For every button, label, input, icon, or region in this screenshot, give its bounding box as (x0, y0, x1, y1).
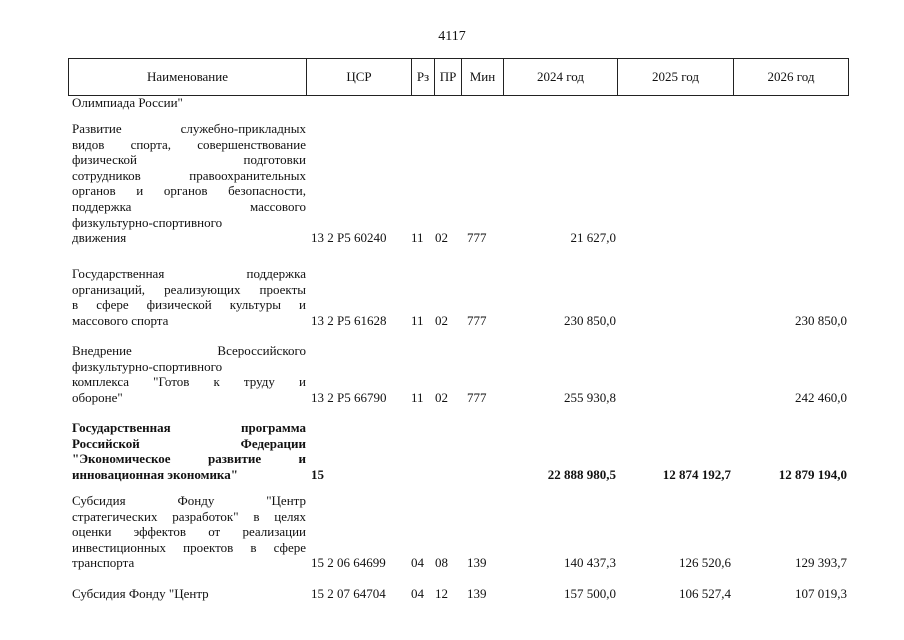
cell-min: 777 (467, 230, 487, 246)
row-name-line: инновационная экономика" (72, 466, 238, 482)
row-name-line: обороне" (72, 389, 123, 405)
row-name-line: организаций, реализующих проекты (72, 281, 306, 297)
cell-pr: 08 (435, 555, 448, 571)
row-name-line: поддержка массового (72, 198, 306, 214)
row-name (72, 95, 306, 111)
row-name-line: "Экономическое развитие и (72, 451, 306, 467)
cell-2024: 22 888 980,5 (547, 466, 616, 482)
row-name-line: физкультурно-спортивного (72, 358, 223, 374)
cell-2025: 106 527,4 (679, 586, 731, 601)
header-min: Мин (462, 59, 504, 95)
row-name-line: Субсидия Фонду "Центр (72, 586, 209, 601)
page-number: 4117 (438, 29, 466, 44)
cell-rz: 04 (411, 555, 424, 571)
row-name-line: Государственная поддержка (72, 266, 306, 281)
row-name-line: комплекса "Готов к труду и (72, 374, 306, 390)
row-name-line: Субсидия Фонду "Центр (72, 493, 306, 508)
cell-2025: 12 874 192,7 (662, 466, 731, 482)
cell-2025: 126 520,6 (679, 555, 731, 571)
header-pr: ПР (435, 59, 462, 95)
row-name-line: Внедрение Всероссийского (72, 343, 306, 358)
header-2024: 2024 год (504, 59, 618, 95)
cell-2026: 230 850,0 (795, 312, 847, 328)
cell-rz: 11 (411, 312, 424, 328)
cell-2026: 12 879 194,0 (778, 466, 847, 482)
row-name-line: в сфере физической культуры и (72, 297, 306, 313)
row-name-line: транспорта (72, 555, 135, 571)
row-name (72, 586, 306, 602)
header-rz: Рз (412, 59, 435, 95)
cell-pr: 12 (435, 586, 448, 601)
header-2026: 2026 год (767, 69, 815, 84)
row-name-line: инвестиционных проектов в сфере (72, 539, 306, 555)
cell-rz: 11 (411, 230, 424, 246)
cell-csr: 13 2 Р5 61628 (311, 312, 387, 328)
row-name-line: оценки эффектов от реализации (72, 524, 306, 540)
header-name: Наименование (69, 59, 307, 95)
header-csr: ЦСР (307, 59, 412, 95)
row-name (72, 266, 306, 328)
cell-pr: 02 (435, 389, 448, 405)
cell-csr: 15 2 06 64699 (311, 555, 386, 571)
header-2025: 2025 год (618, 59, 734, 95)
row-name-line: Развитие служебно-прикладных (72, 121, 306, 136)
cell-csr: 13 2 Р5 66790 (311, 389, 387, 405)
cell-min: 139 (467, 586, 487, 601)
cell-2024: 255 930,8 (564, 389, 616, 405)
cell-2024: 21 627,0 (570, 230, 616, 246)
row-name-line: Олимпиада России" (72, 95, 183, 110)
row-name-line: стратегических разработок" в целях (72, 508, 306, 524)
cell-2024: 140 437,3 (564, 555, 616, 571)
cell-min: 777 (467, 389, 487, 405)
cell-pr: 02 (435, 230, 448, 246)
row-name-line: сотрудников правоохранительных (72, 167, 306, 183)
row-name-line: физкультурно-спортивного (72, 214, 223, 230)
row-name (72, 493, 306, 571)
cell-rz: 04 (411, 586, 424, 601)
cell-csr: 15 (311, 466, 324, 482)
row-name-line: Государственная программа (72, 420, 306, 435)
row-name-line: видов спорта, совершенствование (72, 136, 306, 152)
cell-2024: 230 850,0 (564, 312, 616, 328)
cell-pr: 02 (435, 312, 448, 328)
cell-2026: 242 460,0 (795, 389, 847, 405)
row-name-line: движения (72, 230, 127, 246)
row-name (72, 343, 306, 405)
row-name-line: органов и органов безопасности, (72, 183, 306, 199)
cell-rz: 11 (411, 389, 424, 405)
row-name (72, 121, 306, 246)
cell-min: 139 (467, 555, 487, 571)
cell-min: 777 (467, 312, 487, 328)
cell-2026: 129 393,7 (795, 555, 847, 571)
cell-2024: 157 500,0 (564, 586, 616, 601)
cell-csr: 15 2 07 64704 (311, 586, 386, 601)
row-name (72, 420, 306, 482)
row-name-line: физической подготовки (72, 152, 306, 168)
row-name-line: массового спорта (72, 312, 169, 328)
cell-2026: 107 019,3 (795, 586, 847, 601)
row-name-line: Российской Федерации (72, 435, 306, 451)
cell-csr: 13 2 Р5 60240 (311, 230, 387, 246)
